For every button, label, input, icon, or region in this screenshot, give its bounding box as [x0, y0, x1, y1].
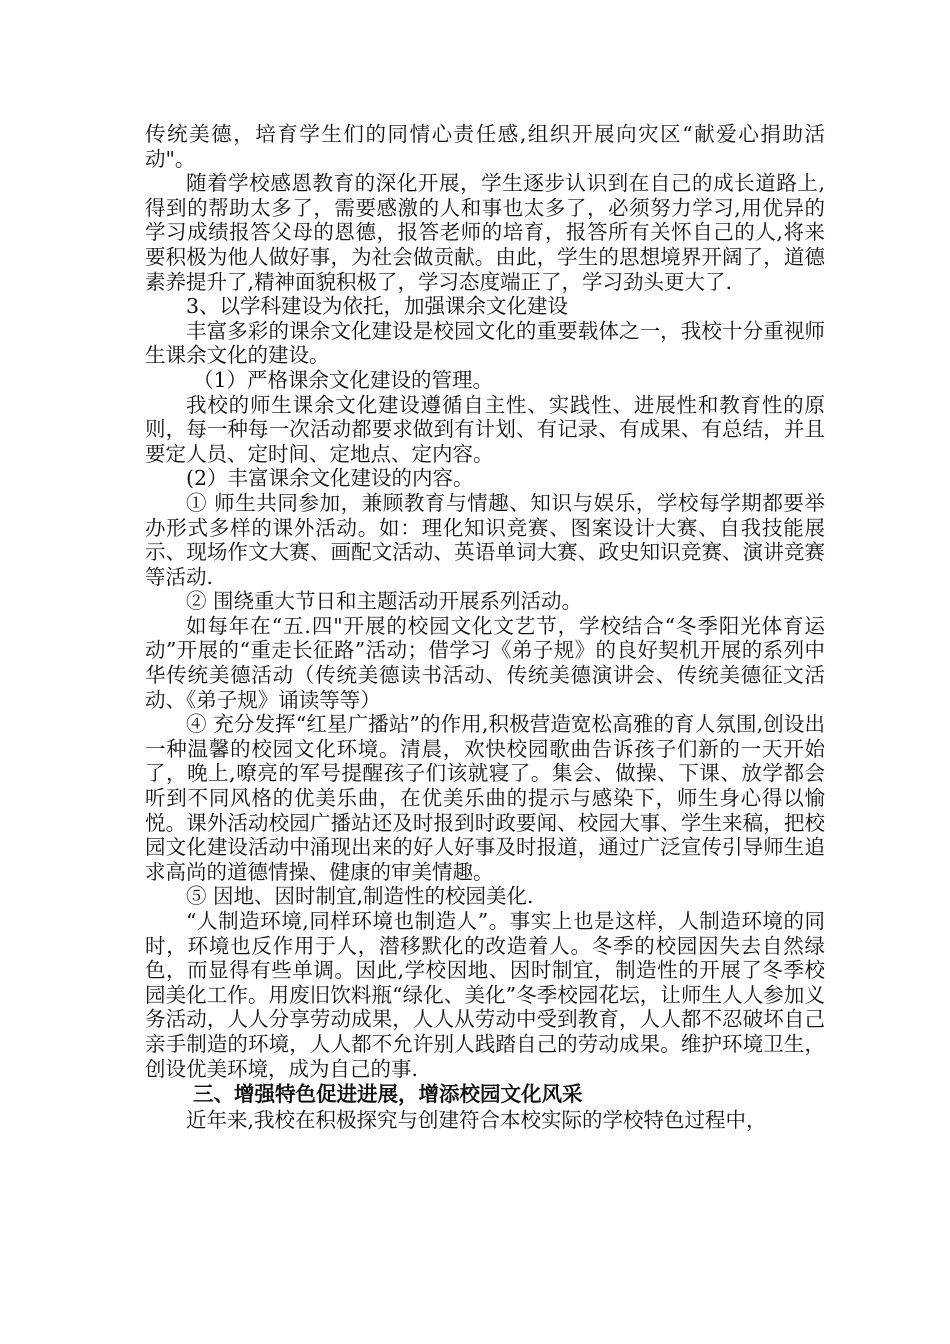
item-title-campus-beautification: ⑤ 因地、因时制宜,制造性的校园美化.: [186, 884, 534, 909]
item-title-festivals: ② 围绕重大节日和主题活动开展系列活动。: [186, 589, 583, 614]
paragraph-closing: 近年来,我校在积极探究与创建符合本校实际的学校特色过程中，: [186, 1108, 767, 1133]
paragraph-activities-list: ① 师生共同参加，兼顾教育与情趣、知识与娱乐，学校每学期都要举办形式多样的课外活动。如：理化知识竞赛、图案设计大赛、自我技能展示、现场作文大赛、画配文活动、英语单词大赛、政史知识竞赛、演讲竞赛等活动.: [145, 490, 825, 589]
paragraph-festival-activities: 如每年在“五.四"开展的校园文化文艺节，学校结合“冬季阳光体育运动”开展的“重走长征路”活动；借学习《弟子规》的良好契机开展的系列中华传统美德活动（传统美德读书活动、传统美德演讲会、传统美德征文活动、《弟子规》诵读等等）: [145, 613, 825, 712]
document-page: [145, 122, 825, 1133]
paragraph-gratitude-education: 随着学校感恩教育的深化开展，学生逐步认识到在自己的成长道路上,得到的帮助太多了，需要感激的人和事也太多了，必须努力学习,用优异的学习成绩报答父母的恩德，报答老师的培育，报答所有关怀自己的人,将来要积极为他人做好事，为社会做贡献。由此，学生的思想境界开阔了，道德素养提升了,精神面貌积极了，学习态度端正了，学习劲头更大了.: [145, 171, 825, 294]
item-title-content: (2）丰富课余文化建设的内容。: [186, 466, 474, 491]
paragraph-continued-virtues: 传统美德，培育学生们的同情心责任感,组织开展向灾区“献爱心捐助活动"。: [145, 122, 825, 171]
item-title-management: （1）严格课余文化建设的管理。: [193, 367, 494, 392]
paragraph-extracurricular-intro: 丰富多彩的课余文化建设是校园文化的重要载体之一，我校十分重视师生课余文化的建设。: [145, 318, 825, 368]
subsection-title-extracurricular: 3、以学科建设为依托，加强课余文化建设: [186, 294, 569, 319]
paragraph-environment: “人制造环境,同样环境也制造人”。事实上也是这样，人制造环境的同时，环境也反作用于人，潜移默化的改造着人。冬季的校园因失去自然绿色，而显得有些单调。因此,学校因地、因时制宜，制造性的开展了冬季校园美化工作。用废旧饮料瓶“绿化、美化”冬季校园花坛，让师生人人参加义务活动，人人分享劳动成果，人人从劳动中受到教育，人人都不忍破坏自己亲手制造的环境，人人都不允许别人践踏自己的劳动成果。维护环境卫生，创设优美环境，成为自己的事.: [145, 909, 825, 1081]
section-heading: 三、增强特色促进进展，增添校园文化风采: [193, 1082, 583, 1107]
paragraph-management-principles: 我校的师生课余文化建设遵循自主性、实践性、进展性和教育性的原则，每一种每一次活动都要求做到有计划、有记录、有成果、有总结，并且要定人员、定时间、定地点、定内容。: [145, 392, 825, 466]
paragraph-broadcast-station: ④ 充分发挥“红星广播站”的作用,积极营造宽松高雅的育人氛围,创设出一种温馨的校园文化环境。清晨，欢快校园歌曲告诉孩子们新的一天开始了，晚上,嘹亮的军号提醒孩子们该就寝了。集会、做操、下课、放学都会听到不同风格的优美乐曲，在优美乐曲的提示与感染下，师生身心得以愉悦。课外活动校园广播站还及时报到时政要闻、校园大事、学生来稿，把校园文化建设活动中涌现出来的好人好事及时报道，通过广泛宣传引导师生追求高尚的道德情操、健康的审美情趣。: [145, 712, 825, 884]
